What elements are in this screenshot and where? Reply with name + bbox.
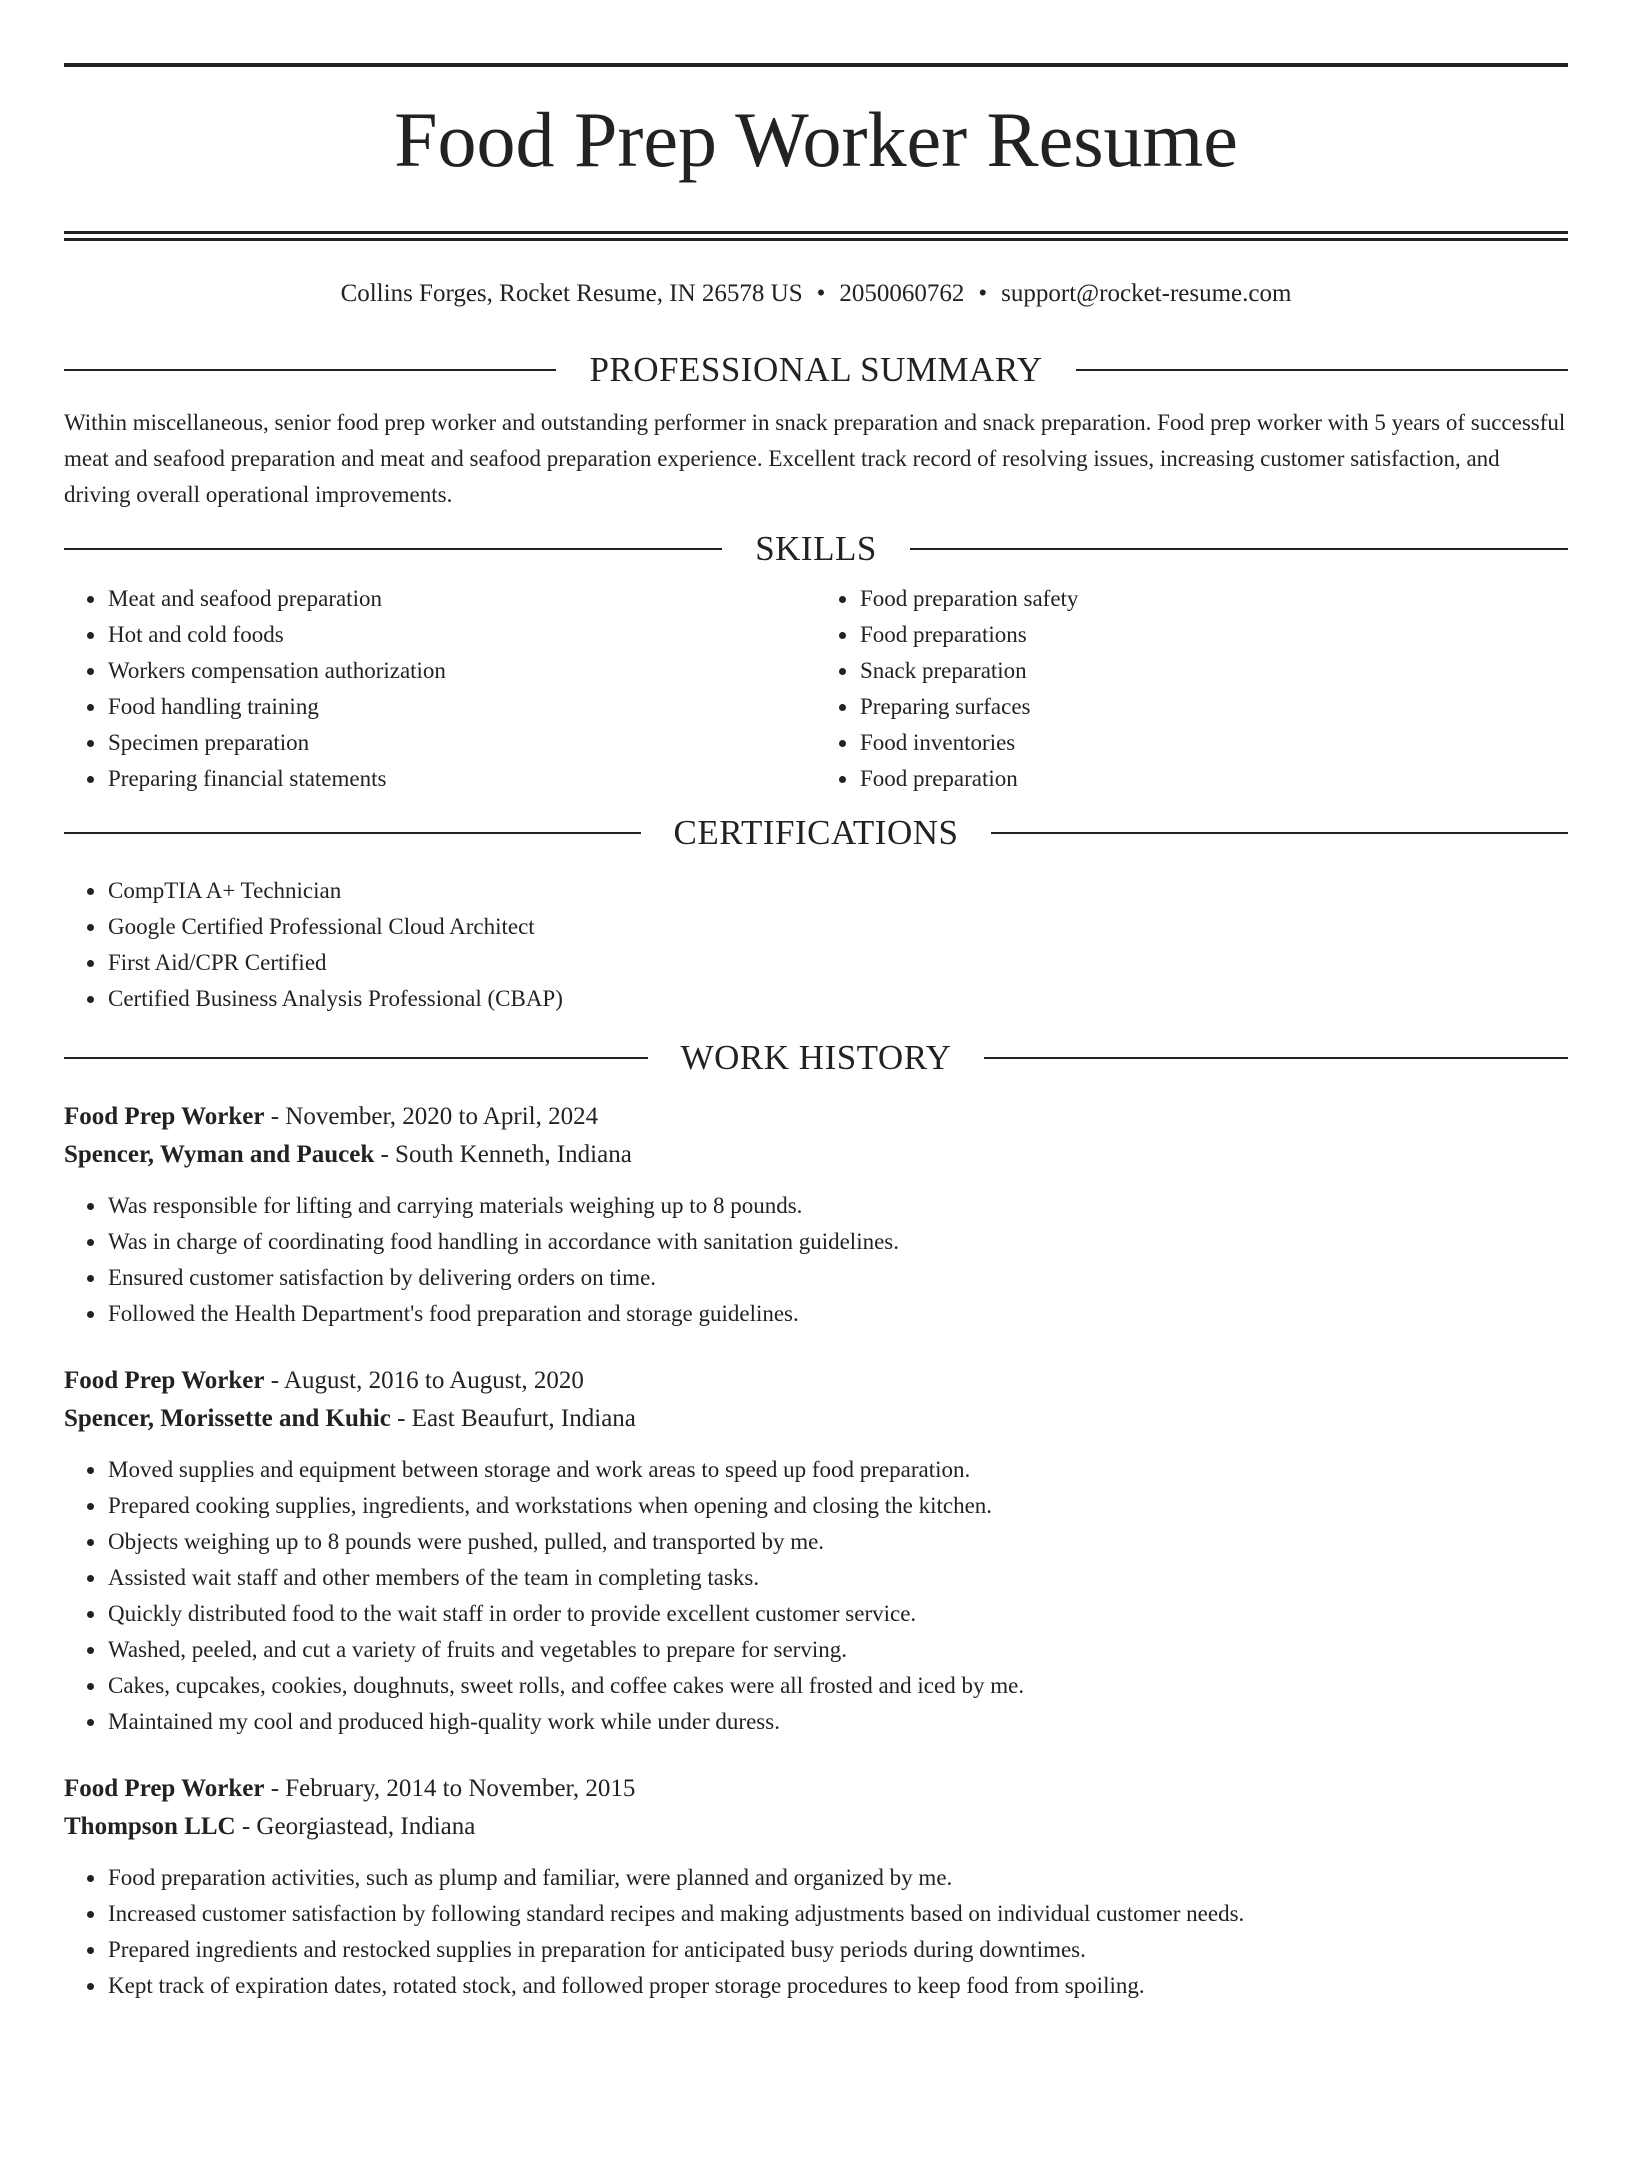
list-item: • Workers compensation authorization: [107, 653, 816, 689]
job-title: Food Prep Worker: [64, 1367, 265, 1395]
summary-heading-label: PROFESSIONAL SUMMARY: [589, 350, 1043, 390]
summary-heading: [64, 350, 1568, 390]
heading-rule: [910, 548, 1568, 550]
list-item: • Food preparation: [859, 761, 1568, 797]
list-item: • Increased customer satisfaction by following standard recipes and making adjustments based on individual customer needs.: [107, 1896, 1568, 1932]
list-item: • Hot and cold foods: [107, 617, 816, 653]
list-item: • Food preparations: [859, 617, 1568, 653]
list-item: • Prepared ingredients and restocked supplies in preparation for anticipated busy periods during downtimes.: [107, 1932, 1568, 1968]
list-item: • Was in charge of coordinating food handling in accordance with sanitation guidelines.: [107, 1224, 1568, 1260]
heading-rule: [984, 1057, 1568, 1059]
heading-rule: [1076, 369, 1568, 371]
job-location: - South Kenneth, Indiana: [380, 1141, 632, 1169]
job-entry: [64, 1098, 1568, 1332]
list-item: • Meat and seafood preparation: [107, 581, 816, 617]
job-company-line: [64, 1808, 1568, 1846]
top-rule: [64, 63, 1568, 67]
skills-heading-label: SKILLS: [755, 529, 877, 569]
list-item: • CompTIA A+ Technician: [107, 873, 1568, 909]
job-company-line: [64, 1400, 1568, 1438]
certifications-heading: [64, 813, 1568, 853]
list-item: • Washed, peeled, and cut a variety of fruits and vegetables to prepare for serving.: [107, 1632, 1568, 1668]
list-item: • Followed the Health Department's food preparation and storage guidelines.: [107, 1296, 1568, 1332]
list-item: • Quickly distributed food to the wait staff in order to provide excellent customer service.: [107, 1596, 1568, 1632]
list-item: • Preparing financial statements: [107, 761, 816, 797]
summary-text: Within miscellaneous, senior food prep worker and outstanding performer in snack preparation and snack preparation. Food prep worker with 5 years of successful meat and seafood preparation and meat and seafood preparation experience. Excellent track record of resolving issues, increasing customer satisfaction, and driving overall operational improvements.: [64, 410, 1566, 508]
work-heading: [64, 1038, 1568, 1078]
list-item: • Maintained my cool and produced high-quality work while under duress.: [107, 1704, 1568, 1740]
job-title: Food Prep Worker: [64, 1103, 265, 1131]
skills-grid: [64, 581, 1568, 797]
heading-rule: [64, 369, 556, 371]
list-item: • Food inventories: [859, 725, 1568, 761]
list-item: • Food preparation safety: [859, 581, 1568, 617]
heading-rule: [64, 832, 641, 834]
job-company: Thompson LLC: [64, 1813, 236, 1841]
contact-email: support@rocket-resume.com: [1001, 280, 1292, 308]
job-bullets: [64, 1452, 1568, 1740]
heading-rule: [64, 548, 722, 550]
contact-phone: 2050060762: [839, 280, 965, 308]
job-company-line: [64, 1136, 1568, 1174]
job-title-line: [64, 1362, 1568, 1400]
contact-separator: •: [816, 280, 826, 308]
resume-page: [0, 63, 1632, 2175]
list-item: • Prepared cooking supplies, ingredients, and workstations when opening and closing the kitchen.: [107, 1488, 1568, 1524]
list-item: • Google Certified Professional Cloud Architect: [107, 909, 1568, 945]
heading-rule: [64, 1057, 648, 1059]
job-company: Spencer, Wyman and Paucek: [64, 1141, 375, 1169]
job-title: Food Prep Worker: [64, 1775, 265, 1803]
list-item: • Food preparation activities, such as plump and familiar, were planned and organized by me.: [107, 1860, 1568, 1896]
list-item: • Was responsible for lifting and carrying materials weighing up to 8 pounds.: [107, 1188, 1568, 1224]
skills-list-right: [816, 581, 1568, 797]
work-heading-label: WORK HISTORY: [680, 1038, 952, 1078]
list-item: • Specimen preparation: [107, 725, 816, 761]
list-item: • Ensured customer satisfaction by delivering orders on time.: [107, 1260, 1568, 1296]
job-location: - East Beaufurt, Indiana: [397, 1405, 636, 1433]
job-location: - Georgiastead, Indiana: [241, 1813, 476, 1841]
job-entry: [64, 1362, 1568, 1740]
list-item: • Objects weighing up to 8 pounds were pushed, pulled, and transported by me.: [107, 1524, 1568, 1560]
list-item: • Moved supplies and equipment between storage and work areas to speed up food preparation.: [107, 1452, 1568, 1488]
list-item: • Assisted wait staff and other members of the team in completing tasks.: [107, 1560, 1568, 1596]
list-item: • Kept track of expiration dates, rotated stock, and followed proper storage procedures to keep food from spoiling.: [107, 1968, 1568, 2004]
list-item: • First Aid/CPR Certified: [107, 945, 1568, 981]
job-bullets: [64, 1188, 1568, 1332]
job-title-line: [64, 1770, 1568, 1808]
heading-rule: [991, 832, 1568, 834]
list-item: • Snack preparation: [859, 653, 1568, 689]
list-item: • Certified Business Analysis Professional (CBAP): [107, 981, 1568, 1017]
contact-address: Collins Forges, Rocket Resume, IN 26578 US: [340, 280, 803, 308]
job-dates: - November, 2020 to April, 2024: [270, 1103, 599, 1131]
certifications-list: [64, 873, 1568, 1017]
list-item: • Preparing surfaces: [859, 689, 1568, 725]
job-entry: [64, 1770, 1568, 2004]
job-dates: - February, 2014 to November, 2015: [270, 1775, 636, 1803]
skills-list-left: [64, 581, 816, 797]
list-item: • Food handling training: [107, 689, 816, 725]
title-double-rule: [64, 231, 1568, 241]
job-title-line: [64, 1098, 1568, 1136]
job-bullets: [64, 1860, 1568, 2004]
list-item: • Cakes, cupcakes, cookies, doughnuts, sweet rolls, and coffee cakes were all frosted and iced by me.: [107, 1668, 1568, 1704]
contact-separator: •: [978, 280, 988, 308]
job-dates: - August, 2016 to August, 2020: [270, 1367, 584, 1395]
certifications-heading-label: CERTIFICATIONS: [673, 813, 959, 853]
job-company: Spencer, Morissette and Kuhic: [64, 1405, 391, 1433]
resume-title: Food Prep Worker Resume: [394, 96, 1238, 183]
skills-heading: [64, 529, 1568, 569]
contact-line: [64, 279, 1568, 309]
